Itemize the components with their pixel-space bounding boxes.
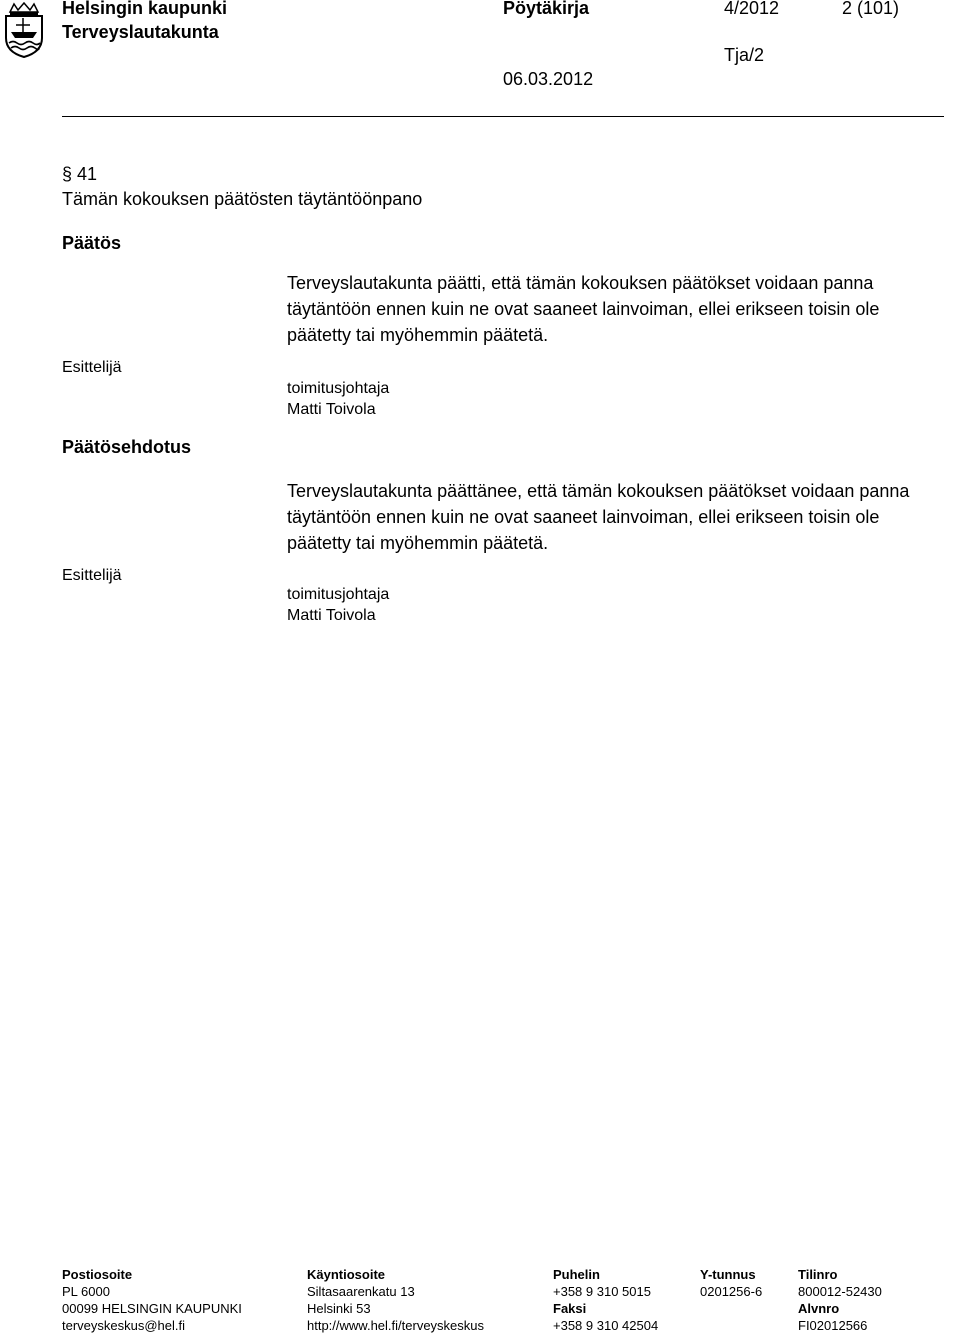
section-sign: §: [62, 164, 73, 184]
header-board: Terveyslautakunta: [62, 22, 219, 42]
proposal-text: Terveyslautakunta päättänee, että tämän kokouksen päätökset voidaan panna täytäntöön ennen kuin ne ovat saaneet lainvoiman, ellei erikseen toisin ole päätetty tai myöhemmin päätetä.: [287, 481, 910, 553]
footer-visiting-line1: Siltasaarenkatu 13: [307, 1284, 415, 1299]
footer-postal-line1: PL 6000: [62, 1284, 110, 1299]
footer-phone-heading: Puhelin: [553, 1267, 600, 1282]
footer-fax-heading: Faksi: [553, 1301, 587, 1316]
proposal-heading: Päätösehdotus: [62, 437, 192, 457]
proposal-presenter-title: toimitusjohtaja: [287, 586, 390, 603]
footer-vat-heading: Alvnro: [798, 1301, 840, 1316]
footer-account-value: 800012-52430: [798, 1284, 882, 1299]
footer-business-id-heading: Y-tunnus: [700, 1267, 756, 1282]
decision-heading: Päätös: [62, 233, 122, 253]
decision-presenter-label: Esittelijä: [62, 359, 122, 376]
header-divider: [62, 116, 944, 117]
footer-visiting: [307, 1266, 484, 1334]
footer-visiting-url[interactable]: http://www.hel.fi/terveyskeskus: [307, 1318, 485, 1333]
footer-business-id-value: 0201256-6: [700, 1284, 763, 1299]
header-date: 06.03.2012: [503, 69, 594, 89]
header-doc-number: 4/2012: [724, 0, 780, 18]
footer-account: [798, 1266, 882, 1334]
section-number-value: 41: [77, 164, 98, 184]
header-city: Helsingin kaupunki: [62, 0, 228, 18]
footer-postal-line2: 00099 HELSINGIN KAUPUNKI: [62, 1301, 242, 1316]
header-doc-type: Pöytäkirja: [503, 0, 590, 18]
header-ref: Tja/2: [724, 45, 765, 65]
footer-vat-value: FI02012566: [798, 1318, 868, 1333]
footer-business-id: [700, 1266, 762, 1300]
footer-account-heading: Tilinro: [798, 1267, 838, 1282]
footer-postal-heading: Postiosoite: [62, 1267, 133, 1282]
helsinki-coat-of-arms-icon: [2, 2, 46, 58]
decision-presenter-title: toimitusjohtaja: [287, 380, 390, 397]
section-title: Tämän kokouksen päätösten täytäntöönpano: [62, 189, 423, 209]
footer-visiting-heading: Käyntiosoite: [307, 1267, 386, 1282]
decision-text: Terveyslautakunta päätti, että tämän kokouksen päätökset voidaan panna täytäntöön ennen kuin ne ovat saaneet lainvoiman, ellei erikseen toisin ole päätetty tai myöhemmin päätetä.: [287, 273, 880, 345]
footer-postal: [62, 1266, 242, 1334]
footer-visiting-line2: Helsinki 53: [307, 1301, 371, 1316]
decision-presenter-name: Matti Toivola: [287, 401, 376, 418]
proposal-presenter-label: Esittelijä: [62, 567, 122, 584]
footer-phone-number: +358 9 310 5015: [553, 1284, 651, 1299]
proposal-presenter-name: Matti Toivola: [287, 607, 376, 624]
section-number: [62, 164, 97, 185]
footer-fax-number: +358 9 310 42504: [553, 1318, 659, 1333]
header-page: 2 (101): [842, 0, 900, 18]
footer-postal-email[interactable]: terveyskeskus@hel.fi: [62, 1318, 186, 1333]
footer-phone: [553, 1266, 658, 1334]
